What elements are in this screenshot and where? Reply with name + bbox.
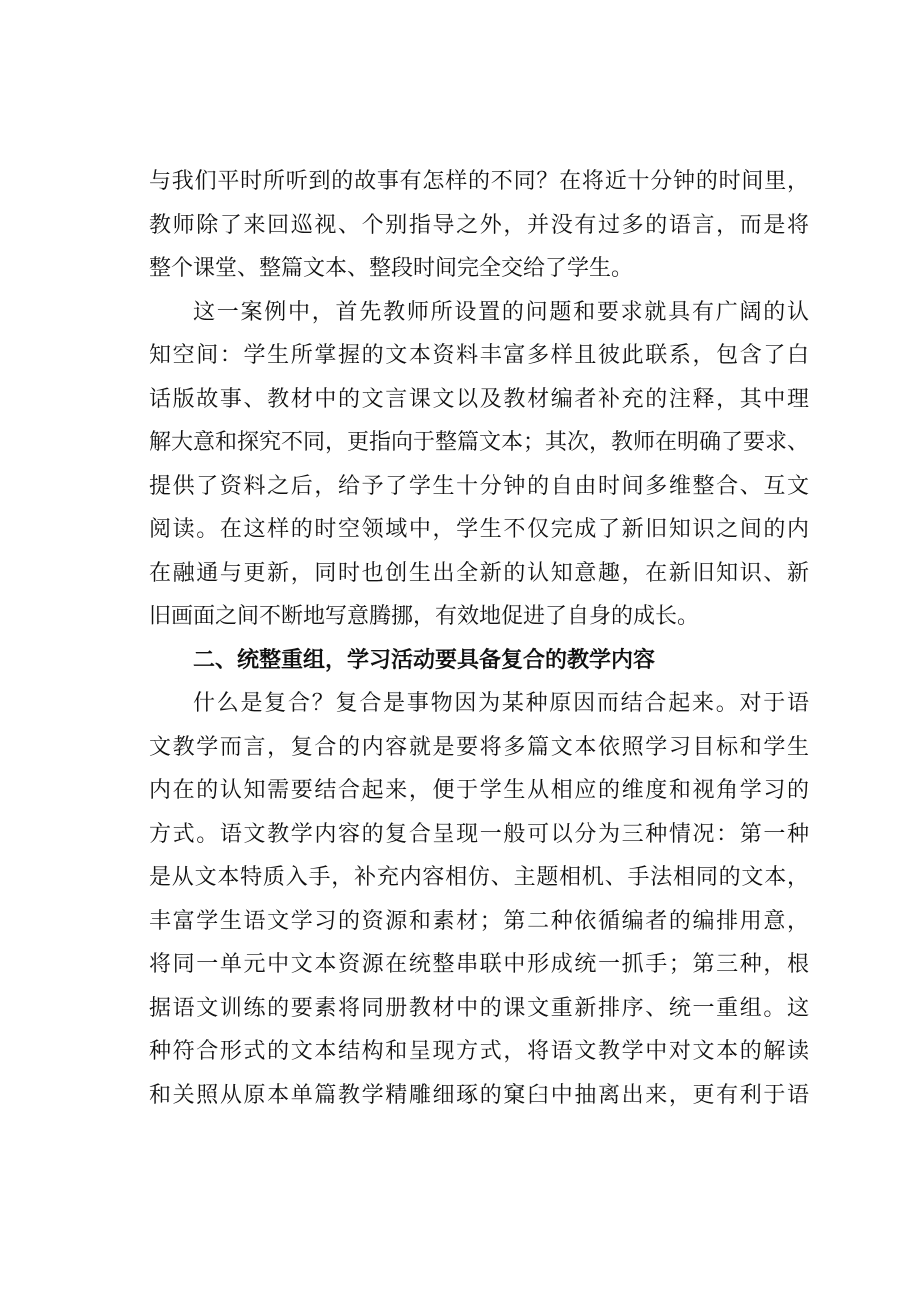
- paragraph-2: [149, 291, 809, 639]
- text-line: 教师除了来回巡视、个别指导之外，并没有过多的语言，而是将: [149, 212, 809, 238]
- text-line: 什么是复合？复合是事物因为某种原因而结合起来。对于语: [193, 691, 809, 716]
- document-body: [149, 160, 809, 1117]
- text-line: 和关照从原本单篇教学精雕细琢的窠臼中抽离出来，更有利于语: [149, 1082, 809, 1108]
- text-line: 解大意和探究不同，更指向于整篇文本；其次，教师在明确了要求、: [149, 430, 810, 455]
- text-line: 与我们平时所听到的故事有怎样的不同？在将近十分钟的时间里，: [149, 169, 809, 194]
- text-line: 旧画面之间不断地写意腾挪，有效地促进了自身的成长。: [149, 604, 700, 629]
- text-line: 话版故事、教材中的文言课文以及教材编者补充的注释，其中理: [149, 386, 809, 412]
- section-heading: 二、统整重组，学习活动要具备复合的教学内容: [193, 647, 656, 673]
- text-line: 这一案例中，首先教师所设置的问题和要求就具有广阔的认: [193, 299, 809, 325]
- text-line: 知空间：学生所掌握的文本资料丰富多样且彼此联系，包含了白: [149, 343, 809, 368]
- text-line: 内在的认知需要结合起来，便于学生从相应的维度和视角学习的: [149, 778, 809, 803]
- text-line: 丰富学生语文学习的资源和素材；第二种依循编者的编排用意，: [149, 908, 809, 934]
- text-line: 将同一单元中文本资源在统整串联中形成统一抓手；第三种，根: [149, 952, 809, 977]
- text-line: 提供了资料之后，给予了学生十分钟的自由时间多维整合、互文: [149, 473, 809, 499]
- text-line: 是从文本特质入手，补充内容相仿、主题相机、手法相同的文本，: [149, 865, 809, 890]
- text-line: 方式。语文教学内容的复合呈现一般可以分为三种情况：第一种: [149, 821, 809, 847]
- text-line: 在融通与更新，同时也创生出全新的认知意趣，在新旧知识、新: [149, 560, 809, 586]
- text-line: 整个课堂、整篇文本、整段时间完全交给了学生。: [149, 256, 634, 281]
- paragraph-1: [149, 160, 809, 291]
- paragraph-3: [149, 682, 809, 1117]
- text-line: 种符合形式的文本结构和呈现方式，将语文教学中对文本的解读: [149, 1039, 809, 1064]
- text-line: 据语文训练的要素将同册教材中的课文重新排序、统一重组。这: [149, 995, 809, 1021]
- text-line: 阅读。在这样的时空领域中，学生不仅完成了新旧知识之间的内: [149, 517, 809, 542]
- text-line: 文教学而言，复合的内容就是要将多篇文本依照学习目标和学生: [149, 734, 809, 760]
